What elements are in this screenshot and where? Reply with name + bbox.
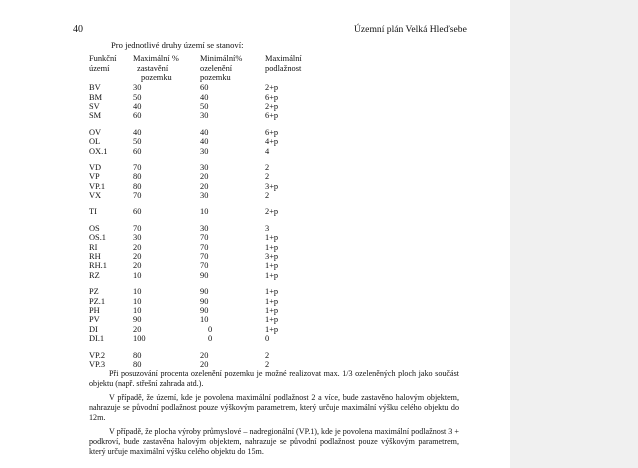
- table-cell: 1+p: [265, 261, 279, 271]
- table-cell: 90: [133, 315, 142, 325]
- table-cell: 20: [200, 172, 209, 182]
- table-cell: 0: [265, 334, 270, 344]
- area-code-cell: RZ: [89, 270, 100, 280]
- paragraph-text: V případě, že plocha výroby průmyslové – nadregionální (VP.1), kde je povolena maximální podlažnost 3 + podkroví, bude zastavěna halovým objektem, nahrazuje se původní podlažnost pouze výškovým parametrem, který určuje maximální výšku celého objektu do 15m.: [89, 427, 459, 457]
- table-cell: 90: [200, 306, 209, 315]
- table-cell: 70: [133, 162, 142, 172]
- table-cell: 60: [133, 146, 142, 156]
- table-cell: 20: [133, 242, 142, 252]
- area-code-cell: TI: [89, 207, 97, 217]
- table-cell: 1+p: [265, 233, 279, 242]
- header-line: ozelenění: [200, 63, 233, 73]
- table-cell: 1+p: [265, 270, 279, 280]
- table-cell: 80: [133, 181, 142, 191]
- table-cell: 6+p: [265, 111, 279, 121]
- table-cell: 10: [133, 270, 142, 280]
- table-cell: 3+p: [265, 181, 279, 191]
- table-cell: 4+p: [265, 137, 279, 147]
- table-cell: 70: [133, 191, 142, 201]
- table-cell: 30: [200, 191, 209, 201]
- header-line: podlažnost: [265, 63, 302, 73]
- table-cell: 30: [133, 233, 142, 242]
- table-cell: 1+p: [265, 287, 279, 297]
- table-cell: 70: [200, 261, 209, 271]
- document-title: Územní plán Velká Hleďsebe: [354, 24, 467, 35]
- area-code-cell: VP.2: [89, 350, 106, 360]
- table-cell: 2: [265, 162, 270, 172]
- table-header-area: [89, 54, 116, 73]
- table-cell: 3+p: [265, 251, 279, 261]
- table-cell: 70: [200, 242, 209, 252]
- table-cell: 1+p: [265, 306, 279, 315]
- table-cell: 50: [133, 137, 142, 147]
- header-line: Maximální %: [133, 54, 179, 63]
- table-cell: 50: [200, 101, 209, 111]
- header-line: Minimální%: [200, 54, 243, 63]
- area-code-cell: VD: [89, 162, 102, 172]
- paragraph-text: Při posuzování procenta ozelenění pozemku je možné realizovat max. 1/3 ozeleněných ploch jako součást objektu (např. střešní zahrada atd.).: [89, 369, 459, 389]
- table-cell: 60: [133, 111, 142, 121]
- paragraph: [89, 427, 459, 458]
- area-code-cell: DI.1: [89, 334, 105, 344]
- area-code-cell: SV: [89, 101, 100, 111]
- header-line: zastavění: [137, 63, 169, 73]
- table-cell: 50: [133, 92, 142, 102]
- area-code-cell: OS: [89, 223, 100, 233]
- area-code-cell: RH: [89, 251, 101, 261]
- area-code-cell: BV: [89, 83, 101, 92]
- table-cell: 70: [200, 251, 209, 261]
- table-cell: 2: [265, 172, 270, 182]
- table-cell: 20: [200, 181, 209, 191]
- table-header-floors: [265, 54, 302, 73]
- area-code-cell: SM: [89, 111, 102, 121]
- table-cell: 30: [200, 223, 209, 233]
- viewer-background: [510, 0, 638, 468]
- table-cell: 10: [133, 287, 142, 297]
- table-cell: 30: [200, 146, 209, 156]
- area-code-cell: VP: [89, 172, 100, 182]
- paragraph: [89, 369, 459, 389]
- table-cell: 0: [208, 324, 213, 334]
- area-code-cell: RI: [89, 242, 98, 252]
- header-line: Funkční: [89, 54, 117, 63]
- table-cell: 90: [200, 296, 209, 306]
- table-cell: 10: [200, 207, 209, 217]
- header-line: území: [89, 63, 110, 73]
- table-cell: 40: [200, 127, 209, 137]
- table-cell: 4: [265, 146, 270, 156]
- table-cell: 100: [133, 334, 146, 344]
- table-header-built-up: [133, 54, 179, 83]
- table-cell: 80: [133, 172, 142, 182]
- table-cell: 20: [133, 261, 142, 271]
- table-cell: 40: [133, 101, 142, 111]
- table-cell: 60: [200, 83, 209, 92]
- table-cell: 80: [133, 350, 142, 360]
- table-cell: 1+p: [265, 315, 279, 325]
- table-cell: 40: [133, 127, 142, 137]
- paragraph-text: V případě, že území, kde je povolena maximální podlažnost 2 a více, bude zastavěno halovým objektem, nahrazuje se původní podlažnost pouze výškovým parametrem, který určuje maximální výšku celého objektu do 12m.: [89, 393, 459, 423]
- table-cell: 30: [200, 162, 209, 172]
- area-code-cell: PH: [89, 306, 100, 315]
- table-cell: 80: [133, 360, 142, 369]
- table-cell: 40: [200, 92, 209, 102]
- area-code-cell: VP.1: [89, 181, 106, 191]
- area-code-cell: PV: [89, 315, 100, 325]
- table-cell: 2+p: [265, 207, 279, 217]
- page-number: 40: [73, 24, 83, 35]
- header-line: Maximální: [265, 54, 302, 63]
- table-cell: 2: [265, 191, 270, 201]
- table-cell: 6+p: [265, 127, 279, 137]
- table-cell: 40: [200, 137, 209, 147]
- table-cell: 10: [133, 306, 142, 315]
- area-code-cell: OX.1: [89, 146, 108, 156]
- table-cell: 2: [265, 360, 270, 369]
- area-code-cell: OL: [89, 137, 101, 147]
- area-code-cell: VP.3: [89, 360, 106, 369]
- area-code-cell: BM: [89, 92, 103, 102]
- area-code-cell: PZ.1: [89, 296, 106, 306]
- table-cell: 20: [133, 251, 142, 261]
- table-cell: 3: [265, 223, 270, 233]
- table-cell: 60: [133, 207, 142, 217]
- header-line: pozemku: [200, 73, 231, 82]
- table-cell: 2: [265, 350, 270, 360]
- area-code-cell: DI: [89, 324, 98, 334]
- table-cell: 20: [200, 350, 209, 360]
- table-cell: 30: [200, 111, 209, 121]
- intro-text: Pro jednotlivé druhy území se stanoví:: [111, 40, 244, 50]
- table-cell: 20: [200, 360, 209, 369]
- table-cell: 2+p: [265, 101, 279, 111]
- header-line: pozemku: [141, 73, 172, 82]
- table-cell: 0: [208, 334, 213, 344]
- table-cell: 1+p: [265, 242, 279, 252]
- table-cell: 10: [200, 315, 209, 325]
- table-cell: 70: [133, 223, 142, 233]
- area-code-cell: RH.1: [89, 261, 107, 271]
- table-cell: 30: [133, 83, 142, 92]
- table-cell: 6+p: [265, 92, 279, 102]
- area-code-cell: PZ: [89, 287, 99, 297]
- table-cell: 90: [200, 287, 209, 297]
- table-cell: 20: [133, 324, 142, 334]
- table-header-greenery: [200, 54, 242, 83]
- paragraph: [89, 393, 459, 424]
- table-cell: 10: [133, 296, 142, 306]
- table-cell: 1+p: [265, 324, 279, 334]
- table-cell: 90: [200, 270, 209, 280]
- table-cell: 2+p: [265, 83, 279, 92]
- table-cell: 70: [200, 233, 209, 242]
- area-code-cell: VX: [89, 191, 102, 201]
- table-cell: 1+p: [265, 296, 279, 306]
- area-code-cell: OV: [89, 127, 102, 137]
- area-code-cell: OS.1: [89, 233, 106, 242]
